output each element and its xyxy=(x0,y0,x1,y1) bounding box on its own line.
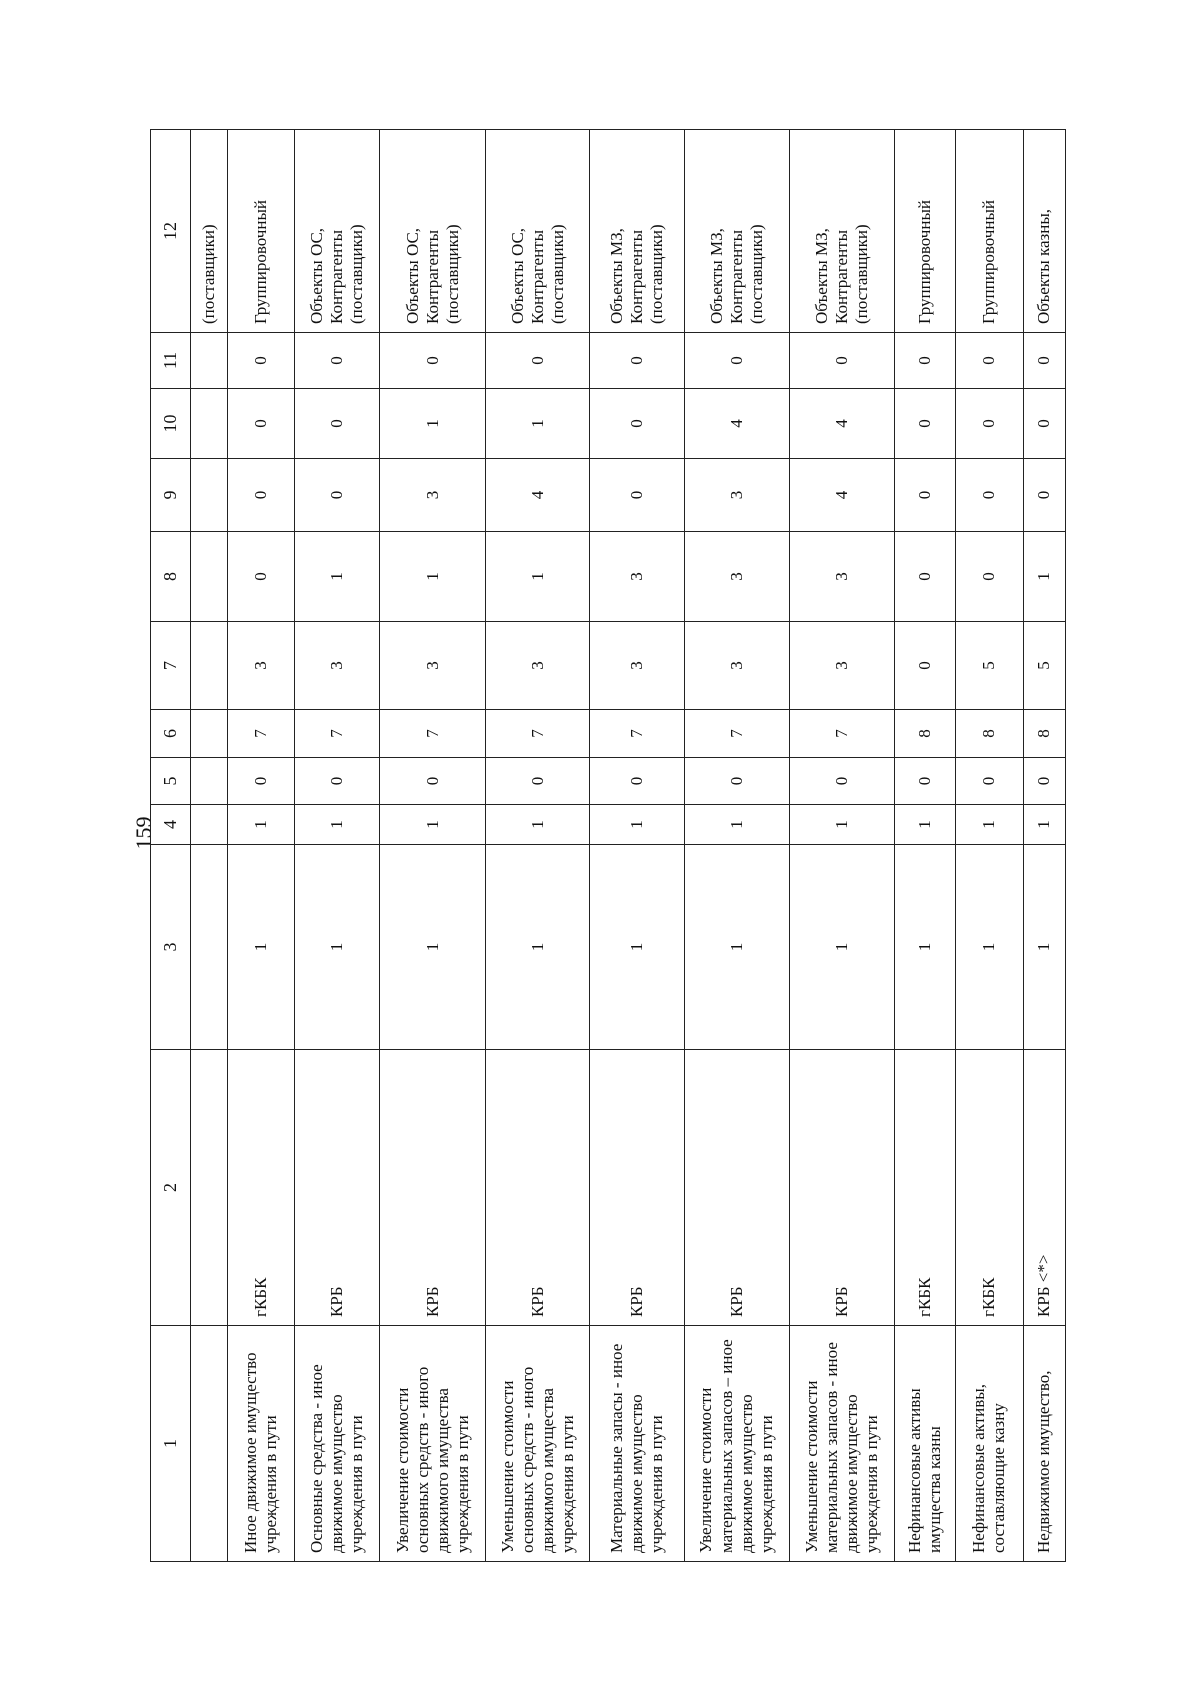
table-cell: 3 xyxy=(590,532,684,622)
table-cell: 0 xyxy=(590,758,684,805)
column-header: 11 xyxy=(151,333,191,389)
table-cell: 3 xyxy=(380,459,486,532)
table-cell: 0 xyxy=(789,758,894,805)
table-row xyxy=(789,130,894,1562)
table-cell: 1 xyxy=(486,532,590,622)
analytics-cell: Объекты казны, xyxy=(1023,130,1065,333)
column-header: 3 xyxy=(151,845,191,1050)
account-name: Уменьшение стоимости основных средств - иного движимого имущества учреждения в пути xyxy=(486,1326,590,1562)
table-cell: 0 xyxy=(955,758,1023,805)
table-cell: 0 xyxy=(380,333,486,389)
table-cell: 0 xyxy=(1023,389,1065,459)
table-cell: 0 xyxy=(590,459,684,532)
code-type: гКБК xyxy=(228,1050,295,1326)
table-row xyxy=(228,130,295,1562)
table-cell: 8 xyxy=(1023,710,1065,758)
table-cell: 0 xyxy=(1023,333,1065,389)
column-header: 1 xyxy=(151,1326,191,1562)
table-cell: 7 xyxy=(486,710,590,758)
column-header: 2 xyxy=(151,1050,191,1326)
table-cell: 0 xyxy=(228,333,295,389)
table-cell: 3 xyxy=(684,532,789,622)
table-cell: 7 xyxy=(295,710,380,758)
table-cell: 0 xyxy=(295,333,380,389)
table-cell: 0 xyxy=(789,333,894,389)
table-cell: 0 xyxy=(894,389,955,459)
table-cell: 0 xyxy=(684,333,789,389)
table-cell: 3 xyxy=(295,622,380,710)
column-header: 7 xyxy=(151,622,191,710)
table-cell: 1 xyxy=(955,805,1023,845)
table-cell: 1 xyxy=(684,845,789,1050)
table-cell xyxy=(191,459,228,532)
table-cell: 0 xyxy=(1023,758,1065,805)
column-header: 4 xyxy=(151,805,191,845)
analytics-cell: Объекты МЗ, Контрагенты (поставщики) xyxy=(789,130,894,333)
account-name: Уменьшение стоимости материальных запасов - иное движимое имущество учреждения в пути xyxy=(789,1326,894,1562)
table-cell xyxy=(191,805,228,845)
page-number: 159 xyxy=(131,816,156,850)
column-header: 8 xyxy=(151,532,191,622)
code-type: КРБ xyxy=(684,1050,789,1326)
column-header: 5 xyxy=(151,758,191,805)
table-cell: 1 xyxy=(295,805,380,845)
table-cell: 0 xyxy=(894,333,955,389)
table-cell: 0 xyxy=(894,459,955,532)
table-cell: 0 xyxy=(955,532,1023,622)
table-cell: 1 xyxy=(1023,845,1065,1050)
table-cell xyxy=(191,758,228,805)
analytics-cell: Группировочный xyxy=(228,130,295,333)
table-cell: 7 xyxy=(590,710,684,758)
table-cell: 1 xyxy=(380,389,486,459)
code-type: КРБ xyxy=(295,1050,380,1326)
column-header: 10 xyxy=(151,389,191,459)
table-cell xyxy=(191,532,228,622)
table-cell: 1 xyxy=(380,805,486,845)
table-cell: 1 xyxy=(894,805,955,845)
account-table xyxy=(150,129,1066,1562)
table-cell: 1 xyxy=(486,805,590,845)
account-name: Иное движимое имущество учреждения в пути xyxy=(228,1326,295,1562)
table-cell: 0 xyxy=(684,758,789,805)
table-cell: 1 xyxy=(590,845,684,1050)
table-row xyxy=(684,130,789,1562)
table-cell: 3 xyxy=(228,622,295,710)
account-name: Основные средства - иное движимое имущество учреждения в пути xyxy=(295,1326,380,1562)
header-row xyxy=(151,130,191,1562)
code-type: КРБ xyxy=(486,1050,590,1326)
table-cell: 1 xyxy=(789,805,894,845)
code-type: гКБК xyxy=(894,1050,955,1326)
analytics-cell: Объекты ОС, Контрагенты (поставщики) xyxy=(295,130,380,333)
table-cell: 0 xyxy=(955,333,1023,389)
table-cell: 0 xyxy=(590,389,684,459)
table-cell: 5 xyxy=(1023,622,1065,710)
code-type: КРБ xyxy=(590,1050,684,1326)
rotated-table-container xyxy=(150,130,1066,1562)
table-row xyxy=(1023,130,1065,1562)
account-name: Увеличение стоимости основных средств - иного движимого имущества учреждения в пути xyxy=(380,1326,486,1562)
continuation-row xyxy=(191,130,228,1562)
table-cell: 5 xyxy=(955,622,1023,710)
table-cell: 0 xyxy=(295,758,380,805)
table-cell: 7 xyxy=(684,710,789,758)
analytics-cell: Группировочный xyxy=(894,130,955,333)
table-cell: 0 xyxy=(1023,459,1065,532)
table-cell: 0 xyxy=(228,459,295,532)
table-cell: 0 xyxy=(295,459,380,532)
table-cell: 0 xyxy=(380,758,486,805)
column-header: 9 xyxy=(151,459,191,532)
table-cell: 0 xyxy=(894,532,955,622)
table-cell: 7 xyxy=(789,710,894,758)
table-cell: 7 xyxy=(228,710,295,758)
table-cell: 1 xyxy=(486,845,590,1050)
account-name: Недвижимое имущество, xyxy=(1023,1326,1065,1562)
account-name: Нефинансовые активы, составляющие казну xyxy=(955,1326,1023,1562)
account-name: Увеличение стоимости материальных запасов – иное движимое имущество учреждения в пути xyxy=(684,1326,789,1562)
analytics-cell: Объекты МЗ, Контрагенты (поставщики) xyxy=(590,130,684,333)
account-name: Материальные запасы - иное движимое имущество учреждения в пути xyxy=(590,1326,684,1562)
table-cell: 3 xyxy=(789,532,894,622)
table-cell xyxy=(191,389,228,459)
code-type: КРБ xyxy=(380,1050,486,1326)
table-cell: 4 xyxy=(789,459,894,532)
table-cell: 1 xyxy=(228,805,295,845)
table-cell: 0 xyxy=(486,333,590,389)
table-cell: 1 xyxy=(955,845,1023,1050)
table-cell: 4 xyxy=(486,459,590,532)
table-cell xyxy=(191,1326,228,1562)
table-cell: 1 xyxy=(295,845,380,1050)
table-cell: 1 xyxy=(894,845,955,1050)
table-cell: 0 xyxy=(228,532,295,622)
table-cell: 0 xyxy=(228,389,295,459)
table-cell: 3 xyxy=(590,622,684,710)
table-cell: 8 xyxy=(894,710,955,758)
table-cell: 1 xyxy=(295,532,380,622)
table-cell: 3 xyxy=(486,622,590,710)
table-row xyxy=(955,130,1023,1562)
table-cell: 0 xyxy=(894,758,955,805)
table-cell: 7 xyxy=(380,710,486,758)
table-row xyxy=(380,130,486,1562)
table-cell: 1 xyxy=(789,845,894,1050)
analytics-cell: Объекты ОС, Контрагенты (поставщики) xyxy=(486,130,590,333)
account-name: Нефинансовые активы имущества казны xyxy=(894,1326,955,1562)
table-cell: 4 xyxy=(684,389,789,459)
table-row xyxy=(295,130,380,1562)
column-header: 6 xyxy=(151,710,191,758)
table-row xyxy=(894,130,955,1562)
table-cell: 0 xyxy=(295,389,380,459)
table-cell: 3 xyxy=(684,459,789,532)
analytics-cell: Объекты МЗ, Контрагенты (поставщики) xyxy=(684,130,789,333)
table-cell xyxy=(191,710,228,758)
table-cell: 1 xyxy=(590,805,684,845)
table-cell: 1 xyxy=(380,845,486,1050)
table-row xyxy=(486,130,590,1562)
column-header: 12 xyxy=(151,130,191,333)
code-type: гКБК xyxy=(955,1050,1023,1326)
table-cell: 3 xyxy=(789,622,894,710)
table-cell: (поставщики) xyxy=(191,130,228,333)
table-cell xyxy=(191,622,228,710)
table-cell: 0 xyxy=(955,389,1023,459)
code-type: КРБ <*> xyxy=(1023,1050,1065,1326)
table-cell: 1 xyxy=(486,389,590,459)
table-cell: 1 xyxy=(1023,805,1065,845)
code-type: КРБ xyxy=(789,1050,894,1326)
table-cell: 1 xyxy=(1023,532,1065,622)
table-cell: 8 xyxy=(955,710,1023,758)
table-cell: 1 xyxy=(228,845,295,1050)
table-cell: 0 xyxy=(955,459,1023,532)
table-cell: 1 xyxy=(684,805,789,845)
table-cell: 4 xyxy=(789,389,894,459)
table-cell: 0 xyxy=(486,758,590,805)
table-cell: 0 xyxy=(228,758,295,805)
table-cell xyxy=(191,845,228,1050)
analytics-cell: Группировочный xyxy=(955,130,1023,333)
table-cell xyxy=(191,333,228,389)
table-row xyxy=(590,130,684,1562)
table-cell: 0 xyxy=(894,622,955,710)
table-cell: 1 xyxy=(380,532,486,622)
table-cell: 3 xyxy=(380,622,486,710)
table-cell xyxy=(191,1050,228,1326)
table-cell: 3 xyxy=(684,622,789,710)
analytics-cell: Объекты ОС, Контрагенты (поставщики) xyxy=(380,130,486,333)
table-cell: 0 xyxy=(590,333,684,389)
